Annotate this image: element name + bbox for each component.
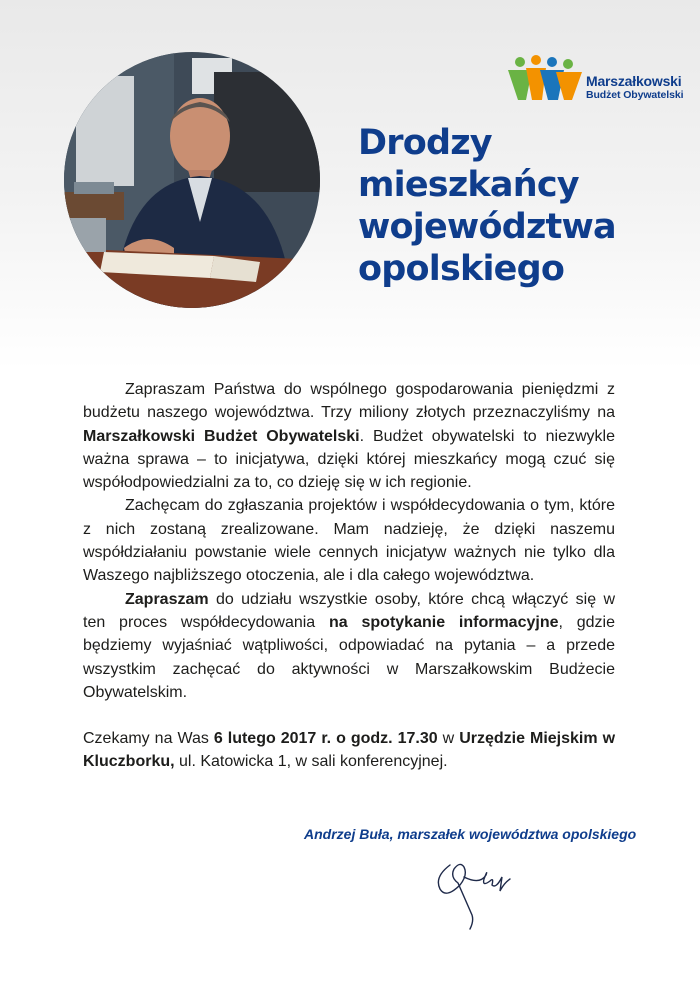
title-line: opolskiego [358,249,565,289]
handwritten-signature [430,855,540,935]
page-title [358,122,616,290]
title-line: Drodzy [358,123,492,163]
paragraph-3: Zapraszam do udziału wszystkie osoby, które chcą włączyć się w ten proces współdecydowania na spotykanie informacyjne, gdzie będziemy wyjaśniać wątpliwości, odpowiadać na pytania – a przede wszystkim zachęcać do aktywności w Marszałkowskim Budżecie Obywatelskim. [83,590,616,701]
letter-body [83,378,615,774]
paragraph-1: Zapraszam Państwa do wspólnego gospodarowania pieniędzmi z budżetu naszego województwa. Trzy miliony złotych przeznaczyliśmy na Marszałkowski Budżet Obywatelski. Budżet obywatelski to niezwykle ważna sprawa – to inicjatywa, dzięki której mieszkańcy mogą czuć się współodpowiedzialni za to, co dzieję się w ich regionie. [83,381,615,492]
marshal-photo [64,52,320,308]
title-line: mieszkańcy [358,165,579,205]
budget-logo [504,54,684,104]
signature-caption: Andrzej Buła, marszałek województwa opolskiego [304,826,637,842]
paragraph-2: Zachęcam do zgłaszania projektów i współdecydowania o tym, które z nich zostaną zrealizowane. Mam nadzieję, że dzięki naszemu współdziałaniu powstanie wiele cennych inicjatyw ważnych nie tylko dla Waszego najbliższego otoczenia, ale i dla całego województwa. [83,497,615,585]
logo-figures-icon [504,54,588,104]
logo-name-line2: Budżet Obywatelski [586,89,684,101]
logo-name-line1: Marszałkowski [586,73,682,89]
title-line: województwa [358,207,616,247]
paragraph-4: Czekamy na Was 6 lutego 2017 r. o godz. 17.30 w Urzędzie Miejskim w Kluczborku, ul. Katowicka 1, w sali konferencyjnej. [83,730,616,771]
